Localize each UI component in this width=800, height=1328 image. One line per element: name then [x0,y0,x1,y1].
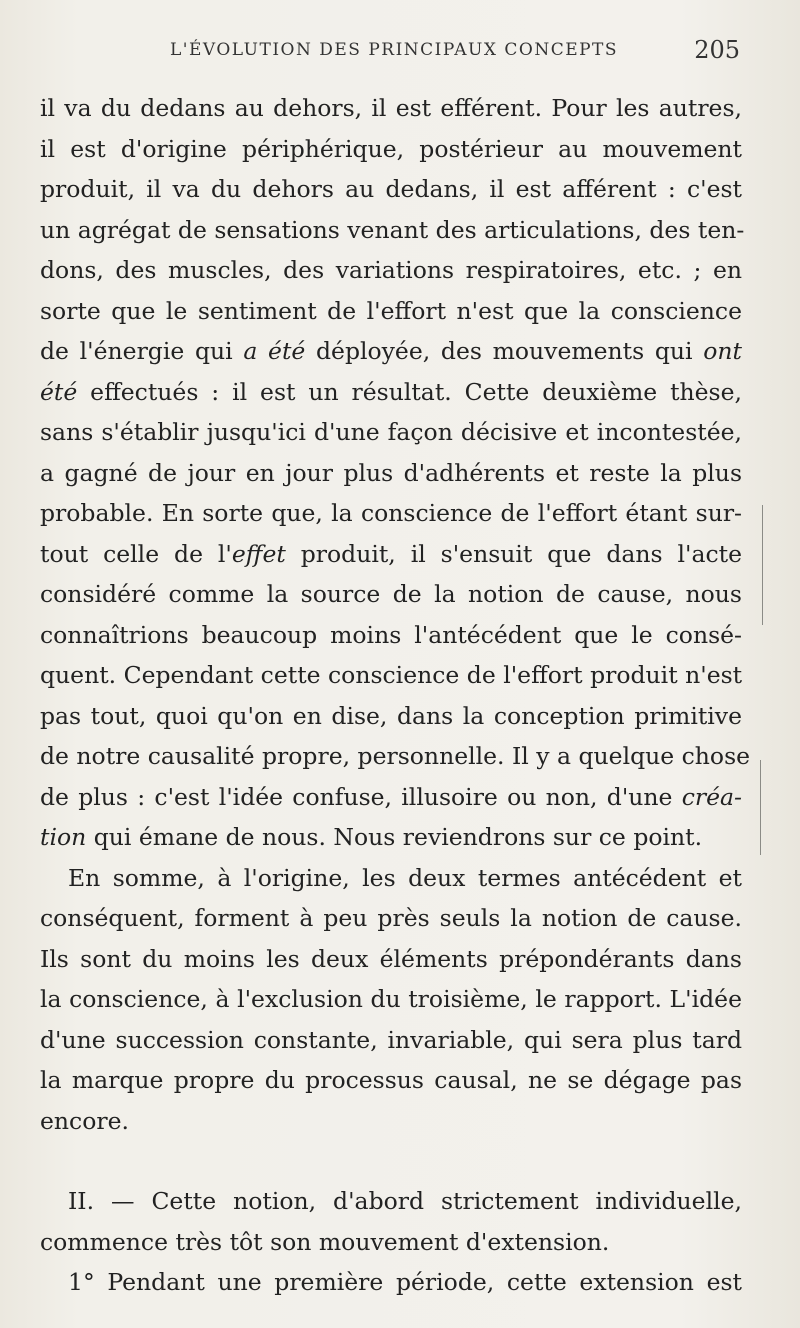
text-line: quent. Cependant cette conscience de l'effort produit n'est [40,661,743,689]
page-number: 205 [694,36,740,64]
text-line: de l'énergie qui a été déployée, des mouvements qui ont [40,337,742,365]
running-title: L'ÉVOLUTION DES PRINCIPAUX CONCEPTS [170,40,619,60]
text-line: dons, des muscles, des variations respiratoires, etc. ; en [40,256,742,284]
body-text [40,88,751,1303]
text-line: connaîtrions beaucoup moins l'antécédent que le consé- [40,620,742,649]
text-line: un agrégat de sensations venant des articulations, des ten- [40,215,745,244]
running-head [40,36,740,66]
text-line: la conscience, à l'exclusion du troisième, le rapport. L'idée [40,985,742,1013]
text-line: En somme, à l'origine, les deux termes antécédent et [68,863,742,892]
margin-pencil-mark [756,760,761,855]
text-line: sorte que le sentiment de l'effort n'est que la conscience [40,296,742,325]
text-line: probable. En sorte que, la conscience de l'effort étant sur- [40,499,742,527]
text-line: a gagné de jour en jour plus d'adhérents et reste la plus [40,458,742,487]
text-line: pas tout, quoi qu'on en dise, dans la conception primitive [40,701,742,730]
text-line: tion qui émane de nous. Nous reviendrons sur ce point. [40,823,703,851]
text-line: produit, il va du dehors au dedans, il est afférent : c'est [40,175,742,203]
text-line: été effectués : il est un résultat. Cette deuxième thèse, [40,377,742,406]
text-line: Ils sont du moins les deux éléments prépondérants dans [40,944,742,973]
text-line: II. — Cette notion, d'abord strictement individuelle, [68,1187,742,1215]
text-line: d'une succession constante, invariable, qui sera plus tard [40,1025,742,1054]
text-line: sans s'établir jusqu'ici d'une façon décisive et incontestée, [40,418,742,446]
text-line: encore. [40,1106,129,1135]
text-line: considéré comme la source de la notion de cause, nous [40,580,742,608]
text-line: la marque propre du processus causal, ne se dégage pas [40,1066,742,1094]
text-line: il est d'origine périphérique, postérieur au mouvement [40,134,742,163]
text-line: de notre causalité propre, personnelle. Il y a quelque chose [40,742,751,770]
text-line: conséquent, forment à peu près seuls la notion de cause. [40,904,742,932]
text-line: tout celle de l'effet produit, il s'ensuit que dans l'acte [40,539,742,568]
text-line: commence très tôt son mouvement d'extension. [40,1227,610,1256]
section-gap [40,1141,742,1181]
text-line: il va du dedans au dehors, il est efférent. Pour les autres, [40,94,742,122]
margin-pencil-mark [758,505,763,625]
text-line: 1° Pendant une première période, cette extension est [68,1268,742,1296]
text-line: de plus : c'est l'idée confuse, illusoire ou non, d'une créa- [40,782,742,811]
